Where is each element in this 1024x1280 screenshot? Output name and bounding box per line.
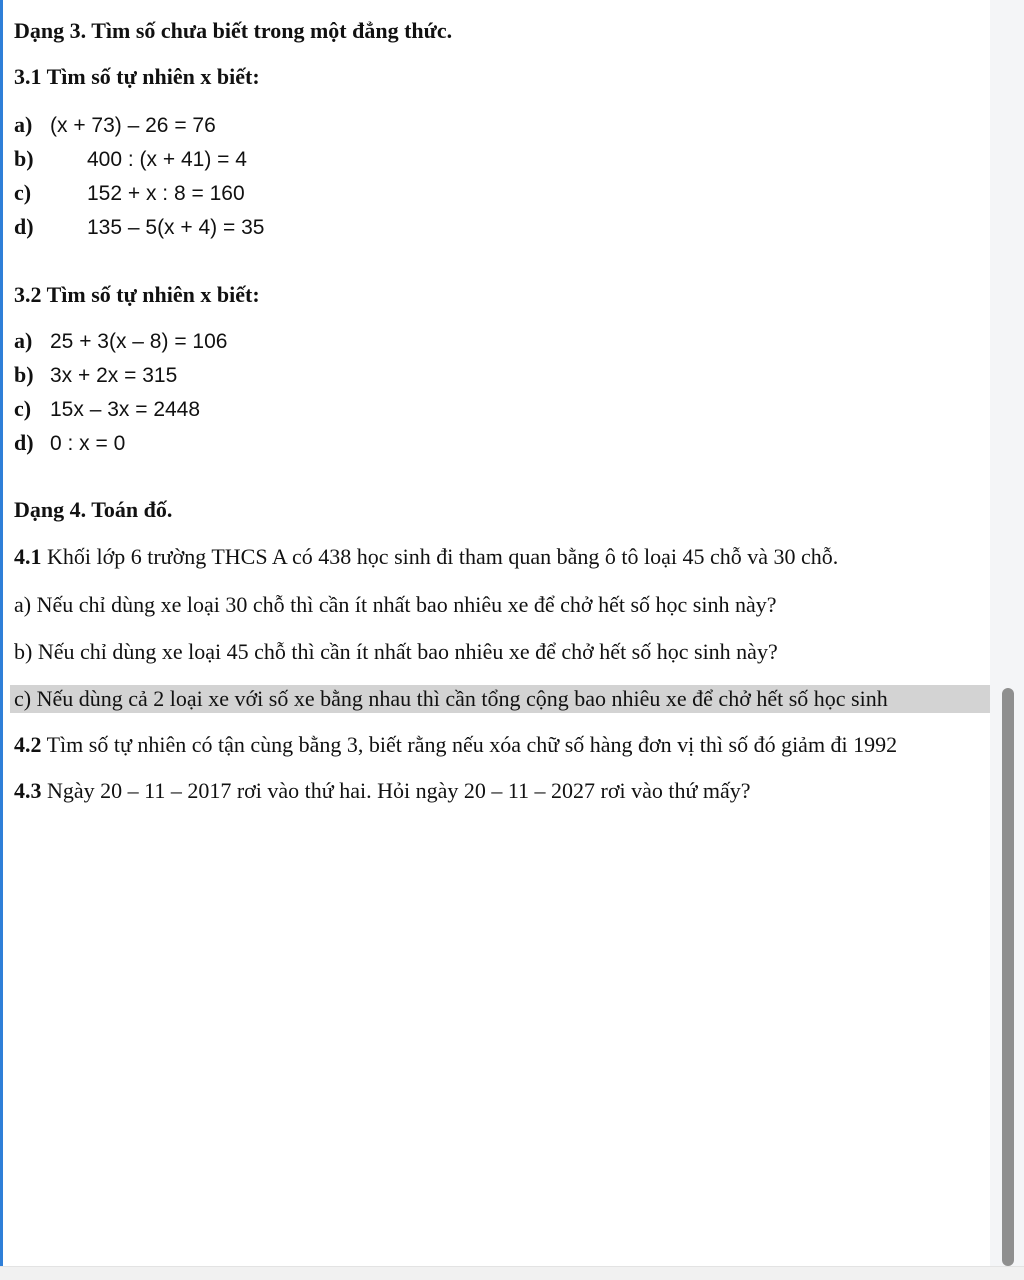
eq-label: d) [14,430,34,455]
section-3-2-title: 3.2 Tìm số tự nhiên x biết: [14,282,260,307]
problem-4-1-c-selected: c) Nếu dùng cả 2 loại xe với số xe bằng nhau thì cần tổng cộng bao nhiêu xe để chở hết số học sinh [10,685,990,713]
eq-label: a) [14,112,33,137]
eq-expression: 15x – 3x = 2448 [50,398,201,421]
eq-3-1-c [14,180,245,206]
eq-expression: 135 – 5(x + 4) = 35 [87,216,265,239]
problem-number: 4.2 [14,732,42,757]
bottom-frame-bar [0,1266,1024,1280]
eq-expression: 0 : x = 0 [50,432,126,455]
eq-3-2-a [14,328,227,354]
problem-4-2 [14,732,990,758]
eq-3-2-c [14,396,200,422]
dang3-title: Dạng 3. Tìm số chưa biết trong một đẳng thức. [14,18,453,43]
eq-3-2-d [14,430,125,456]
problem-4-1-b: b) Nếu chỉ dùng xe loại 45 chỗ thì cần ít nhất bao nhiêu xe để chở hết số học sinh này? [14,639,778,664]
eq-3-2-b [14,362,177,388]
eq-expression: (x + 73) – 26 = 76 [50,114,216,137]
eq-label: c) [14,396,32,421]
section-3-1-title: 3.1 Tìm số tự nhiên x biết: [14,64,260,89]
eq-expression: 25 + 3(x – 8) = 106 [50,330,228,353]
eq-3-1-b [14,146,247,172]
eq-3-1-a [14,112,216,138]
problem-text: Tìm số tự nhiên có tận cùng bằng 3, biết rằng nếu xóa chữ số hàng đơn vị thì số đó giảm đi 1992 [41,732,898,757]
problem-4-1-a: a) Nếu chỉ dùng xe loại 30 chỗ thì cần ít nhất bao nhiêu xe để chở hết số học sinh này? [14,592,777,617]
eq-3-1-d [14,214,264,240]
window-accent-border [0,0,3,1279]
eq-expression: 152 + x : 8 = 160 [87,182,245,205]
eq-expression: 3x + 2x = 315 [50,364,178,387]
problem-4-1 [14,544,838,570]
eq-label: c) [14,180,32,205]
vertical-scrollbar-thumb[interactable] [1002,688,1014,1266]
eq-label: b) [14,146,34,171]
problem-number: 4.3 [14,778,42,803]
dang4-title: Dạng 4. Toán đố. [14,497,173,522]
eq-label: b) [14,362,34,387]
problem-4-3 [14,778,751,804]
eq-expression: 400 : (x + 41) = 4 [87,148,247,171]
eq-label: a) [14,328,33,353]
problem-number: 4.1 [14,544,42,569]
problem-text: Khối lớp 6 trường THCS A có 438 học sinh đi tham quan bằng ô tô loại 45 chỗ và 30 chỗ. [41,544,839,569]
eq-label: d) [14,214,34,239]
problem-text: Ngày 20 – 11 – 2017 rơi vào thứ hai. Hỏi ngày 20 – 11 – 2027 rơi vào thứ mấy? [41,778,751,803]
